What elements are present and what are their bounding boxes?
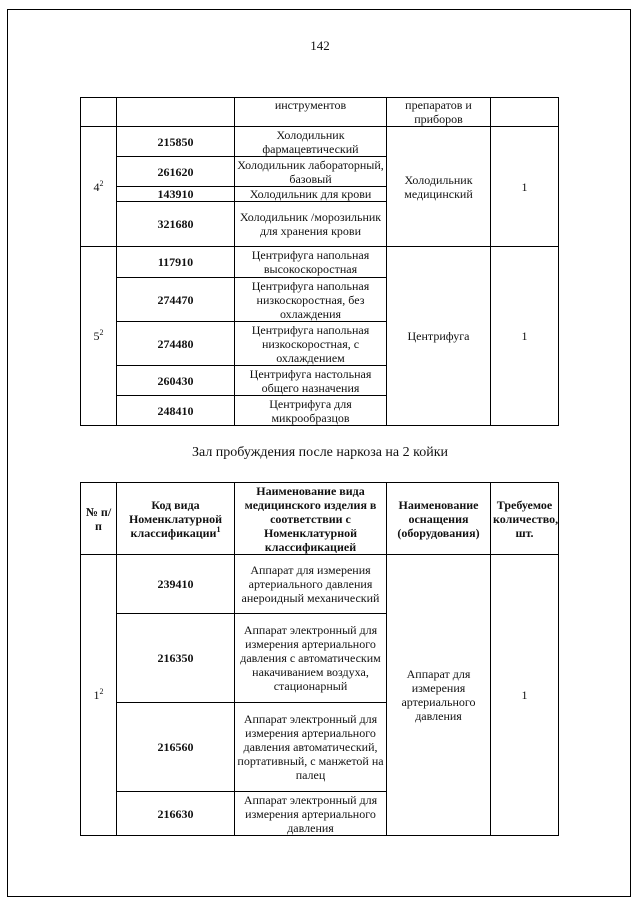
nomenclature-code: 216560 (117, 703, 235, 792)
equipment-name: Центрифуга (387, 247, 491, 426)
header-quantity: Требуемое количество, шт. (491, 483, 559, 555)
device-name: Аппарат электронный для измерения артериального давления автоматический, портативный, с манжетой на палец (235, 703, 387, 792)
device-name: Холодильник лабораторный, базовый (235, 157, 387, 187)
table-row (81, 98, 559, 127)
section-title: Зал пробуждения после наркоза на 2 койки (191, 445, 449, 460)
num-cell (81, 98, 117, 127)
row-number: $4^2$ (81, 127, 117, 247)
nomenclature-code: 321680 (117, 202, 235, 247)
device-name: Аппарат для измерения артериального давления анероидный механический (235, 555, 387, 614)
header-code: Код вида Номенклатурной классификации$^1$ (117, 483, 235, 555)
quantity: 1 (491, 555, 559, 836)
nomenclature-code: 143910 (117, 187, 235, 202)
header-num: № п/п (81, 483, 117, 555)
page-number: 142 (310, 38, 330, 53)
equipment-name: Холодильник медицинский (387, 127, 491, 247)
device-name: Холодильник фармацевтический (235, 127, 387, 157)
table-header-row (81, 483, 559, 555)
header-equipment: Наименование оснащения (оборудования) (387, 483, 491, 555)
quantity: 1 (491, 127, 559, 247)
header-device-name: Наименование вида медицинского изделия в соответствии с Номенклатурной классификацией (235, 483, 387, 555)
nomenclature-code: 216630 (117, 792, 235, 836)
table-row (81, 555, 559, 614)
qty-cell (491, 98, 559, 127)
device-name: Центрифуга напольная низкоскоростная, без охлаждения (235, 278, 387, 322)
nomenclature-code: 216350 (117, 614, 235, 703)
row-number: $5^2$ (81, 247, 117, 426)
nomenclature-code: 248410 (117, 396, 235, 426)
table-row (81, 127, 559, 157)
equipment-cell: препаратов и приборов (387, 98, 491, 127)
nomenclature-code: 117910 (117, 247, 235, 278)
device-name: Холодильник для крови (235, 187, 387, 202)
nomenclature-code: 261620 (117, 157, 235, 187)
device-name: Аппарат электронный для измерения артериального давления с автоматическим накачиванием воздуха, стационарный (235, 614, 387, 703)
table-row (81, 247, 559, 278)
device-name: Центрифуга напольная низкоскоростная, с охлаждением (235, 322, 387, 366)
nomenclature-code: 215850 (117, 127, 235, 157)
name-cell: инструментов (235, 98, 387, 127)
equipment-table-continued (80, 97, 559, 426)
device-name: Холодильник /морозильник для хранения крови (235, 202, 387, 247)
equipment-name: Аппарат для измерения артериального давления (387, 555, 491, 836)
nomenclature-code: 239410 (117, 555, 235, 614)
device-name: Центрифуга напольная высокоскоростная (235, 247, 387, 278)
quantity: 1 (491, 247, 559, 426)
nomenclature-code: 260430 (117, 366, 235, 396)
equipment-table-recovery-room (80, 482, 559, 836)
device-name: Центрифуга настольная общего назначения (235, 366, 387, 396)
code-cell (117, 98, 235, 127)
row-number: $1^2$ (81, 555, 117, 836)
nomenclature-code: 274470 (117, 278, 235, 322)
nomenclature-code: 274480 (117, 322, 235, 366)
device-name: Центрифуга для микрообразцов (235, 396, 387, 426)
device-name: Аппарат электронный для измерения артериального давления (235, 792, 387, 836)
